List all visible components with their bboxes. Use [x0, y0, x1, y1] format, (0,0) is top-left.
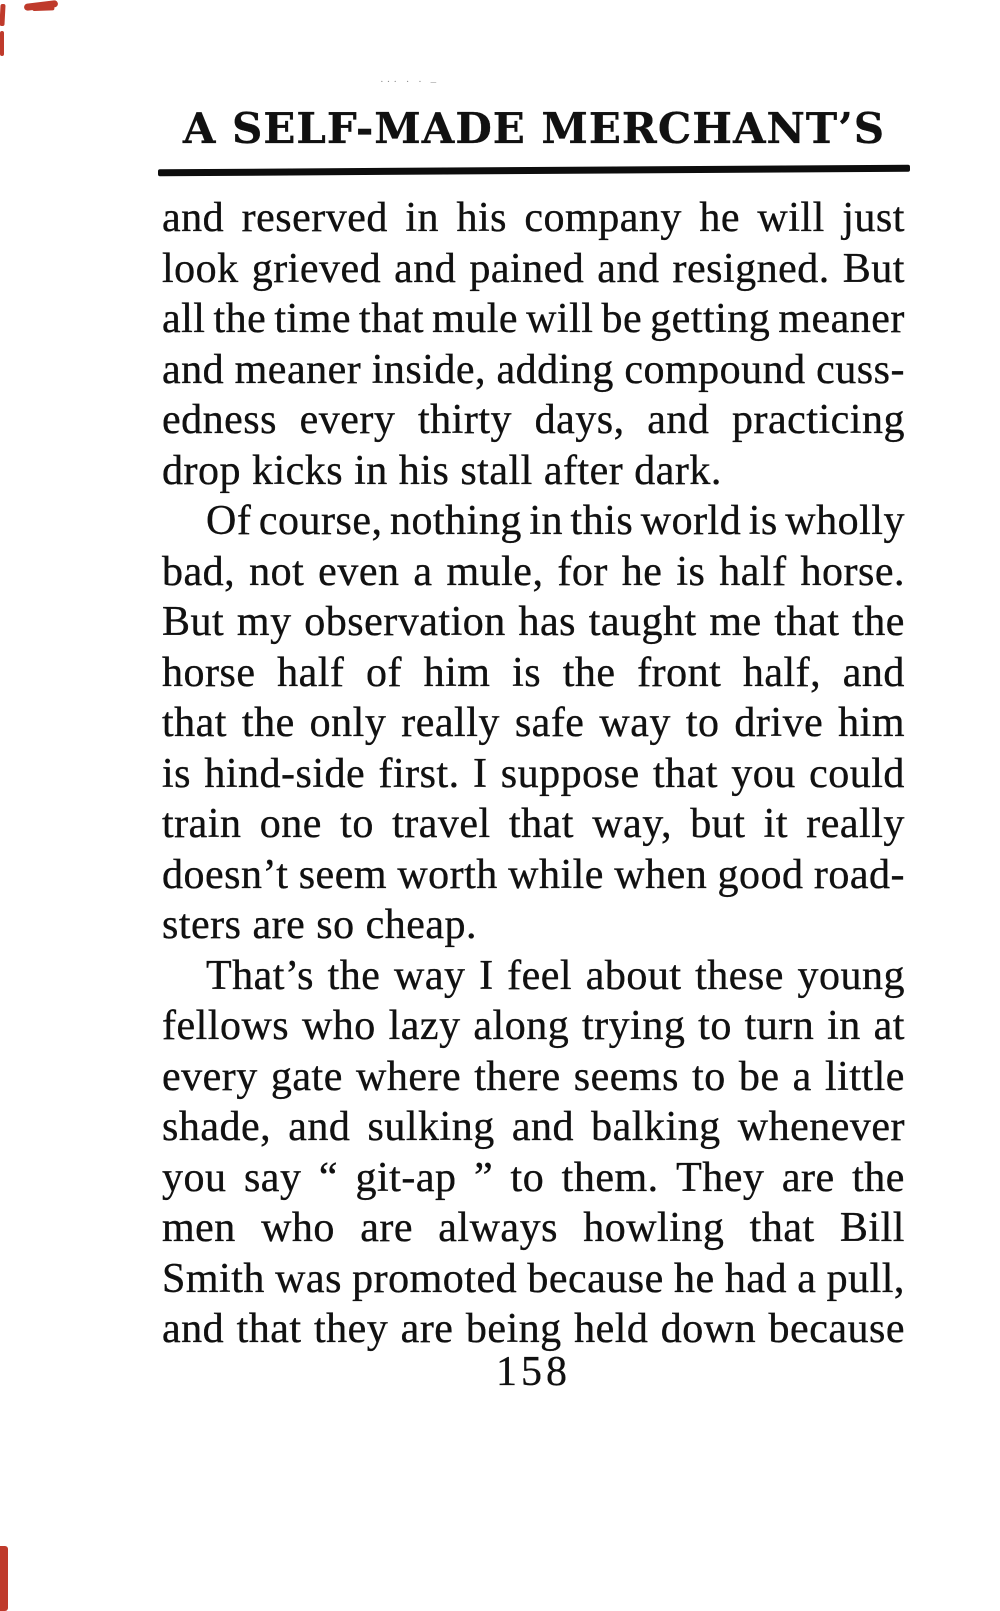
word: and	[597, 245, 660, 292]
word: being	[465, 1306, 562, 1352]
word: Bill	[839, 1205, 905, 1251]
scan-specks: ··· · · –	[380, 76, 440, 88]
word: he	[621, 548, 663, 595]
text-line	[162, 951, 905, 1002]
word: train	[162, 801, 242, 847]
word: drive	[734, 700, 824, 746]
word: because	[768, 1306, 905, 1352]
text-line	[162, 799, 905, 850]
text-line	[162, 1001, 905, 1052]
word: in	[827, 1003, 861, 1049]
word: gate	[270, 1053, 343, 1100]
text-line	[162, 395, 905, 446]
word: But	[842, 245, 905, 292]
word: world	[640, 498, 742, 544]
word: half	[719, 548, 787, 595]
word: way,	[592, 801, 672, 847]
word: balking	[591, 1104, 721, 1150]
text-line	[162, 850, 905, 901]
word: be	[601, 296, 643, 342]
word: horse	[162, 649, 256, 696]
word: I	[472, 750, 488, 797]
word: are	[360, 1205, 413, 1251]
word: that	[236, 1306, 302, 1352]
word: meaner	[778, 296, 905, 342]
word: for	[557, 548, 608, 595]
word: first.	[378, 750, 460, 797]
word: look	[162, 245, 239, 292]
word: the	[852, 1154, 905, 1201]
word: That’s	[206, 952, 314, 999]
word: to	[698, 1003, 732, 1049]
word: these	[695, 952, 784, 999]
word: practicing	[732, 397, 905, 443]
word: there	[474, 1053, 561, 1100]
word: road-	[813, 851, 905, 898]
word: about	[585, 952, 682, 999]
word: is	[512, 649, 542, 696]
word: will	[757, 195, 825, 241]
word: is	[676, 548, 706, 595]
text-line	[162, 1254, 905, 1305]
word: his	[456, 195, 507, 241]
word: resigned.	[672, 245, 830, 292]
word: good	[717, 851, 804, 898]
text-line	[162, 345, 905, 396]
word: front	[637, 649, 722, 696]
word: has	[518, 599, 576, 645]
word: nothing	[389, 498, 522, 544]
word: not	[249, 548, 305, 595]
page-number: 158	[496, 1349, 571, 1395]
word: They	[676, 1154, 765, 1201]
word: young	[797, 952, 905, 999]
word: that	[749, 1205, 815, 1251]
word: every	[162, 1053, 258, 1100]
word: is	[162, 750, 192, 797]
red-ink-mark-bottom	[0, 1546, 8, 1611]
word: and	[288, 1104, 351, 1150]
text-line	[162, 294, 905, 345]
word: while	[508, 851, 604, 898]
word: and	[647, 397, 710, 443]
text-line	[162, 1102, 905, 1153]
word: this	[570, 498, 634, 544]
word: are	[400, 1306, 454, 1352]
word: worth	[397, 851, 498, 898]
header-rule	[158, 165, 910, 177]
text-line	[162, 1203, 905, 1254]
word: one	[259, 801, 322, 847]
word: and	[162, 195, 225, 241]
word: adding	[496, 346, 614, 393]
word: But	[162, 599, 225, 645]
word: be	[738, 1053, 780, 1100]
word: along	[473, 1003, 570, 1049]
word: Smith	[162, 1255, 265, 1302]
word: taught	[588, 599, 697, 645]
word: travel	[392, 801, 491, 847]
text-line	[162, 1153, 905, 1204]
word: all	[162, 296, 206, 342]
word: wholly	[785, 498, 905, 544]
word: are	[781, 1154, 835, 1201]
word: mule	[432, 296, 519, 342]
word: compound	[624, 346, 806, 393]
word: because	[527, 1255, 664, 1302]
word: reserved	[241, 195, 388, 241]
word: course,	[258, 498, 383, 544]
text-line	[162, 597, 905, 648]
word: cuss-	[816, 346, 905, 393]
word: seem	[298, 851, 387, 898]
word: and	[162, 346, 225, 393]
word: you	[162, 1154, 227, 1201]
word: will	[526, 296, 594, 342]
word: feel	[507, 952, 573, 999]
word: the	[852, 599, 905, 645]
word: lazy	[388, 1003, 461, 1049]
word: where	[355, 1053, 462, 1100]
word: hind-side	[204, 750, 366, 797]
text-line	[162, 648, 905, 699]
text-line: drop kicks in his stall after dark.	[162, 447, 722, 494]
word: “	[318, 1154, 339, 1201]
word: observation	[304, 599, 506, 645]
word: in	[529, 498, 564, 544]
word: he	[699, 195, 740, 241]
word: seems	[573, 1053, 679, 1100]
word: to	[340, 801, 374, 847]
red-ink-mark-top	[24, 0, 59, 11]
word: at	[873, 1003, 905, 1049]
word: that	[162, 700, 227, 746]
word: horse.	[800, 548, 905, 595]
word: pull,	[826, 1255, 905, 1302]
word: really	[401, 700, 500, 746]
word: thirty	[418, 397, 513, 443]
word: him	[838, 700, 905, 746]
page-body-text	[162, 193, 905, 1355]
word: safe	[514, 700, 585, 746]
word: half,	[742, 649, 822, 696]
word: the	[213, 296, 267, 342]
word: even	[318, 548, 400, 595]
word: really	[806, 801, 905, 847]
word: that	[774, 599, 840, 645]
word: the	[241, 700, 295, 746]
word: and	[162, 1306, 225, 1352]
word: always	[438, 1205, 558, 1251]
word: men	[162, 1205, 236, 1251]
word: me	[709, 599, 762, 645]
word: the	[327, 952, 381, 999]
word: time	[274, 296, 352, 342]
word: he	[673, 1255, 715, 1302]
word: when	[614, 851, 708, 898]
word: trying	[582, 1003, 686, 1049]
word: fellows	[162, 1003, 290, 1049]
word: they	[313, 1306, 389, 1352]
word: edness	[162, 397, 277, 443]
word: had	[724, 1255, 787, 1302]
word: him	[423, 649, 491, 696]
word: promoted	[352, 1255, 518, 1302]
word: way	[393, 952, 466, 999]
word: a	[792, 1053, 812, 1100]
word: every	[299, 397, 396, 443]
text-line	[162, 496, 905, 547]
word: but	[690, 801, 746, 847]
red-edge-mark-upper	[0, 4, 6, 26]
word: a	[413, 548, 433, 595]
word: and	[394, 245, 457, 292]
word: of	[366, 649, 402, 696]
word: them.	[561, 1154, 659, 1201]
word: way	[599, 700, 671, 746]
word: mule,	[446, 548, 544, 595]
text-line	[162, 1052, 905, 1103]
word: half	[277, 649, 345, 696]
red-edge-mark-lower	[0, 31, 4, 56]
word: Of	[206, 498, 252, 544]
word: inside,	[371, 346, 487, 393]
word: who	[261, 1205, 335, 1251]
text-line	[162, 698, 905, 749]
word: that	[359, 296, 425, 342]
word: and	[842, 649, 905, 696]
word: is	[748, 498, 778, 544]
word: down	[660, 1306, 757, 1352]
word: the	[562, 649, 616, 696]
word: and	[511, 1104, 575, 1150]
word: you	[731, 750, 796, 797]
word: company	[524, 195, 682, 241]
word: my	[236, 599, 292, 645]
word: bad,	[162, 548, 236, 595]
word: grieved	[251, 245, 382, 292]
word: days,	[534, 397, 625, 443]
text-line	[162, 244, 905, 295]
word: held	[574, 1306, 649, 1352]
word: ”	[473, 1154, 494, 1201]
text-line	[162, 749, 905, 800]
word: pained	[469, 245, 585, 292]
text-line	[162, 547, 905, 598]
word: turn	[744, 1003, 815, 1049]
word: getting	[650, 296, 771, 342]
word: doesn’t	[162, 851, 289, 898]
word: git-ap	[355, 1154, 457, 1201]
running-header: A SELF-MADE MERCHANT’S	[182, 104, 886, 153]
word: shade,	[162, 1104, 272, 1150]
word: was	[275, 1255, 342, 1302]
text-line	[162, 193, 905, 244]
word: it	[763, 801, 789, 847]
word: in	[405, 195, 439, 241]
word: a	[797, 1255, 817, 1302]
word: whenever	[737, 1104, 905, 1150]
word: that	[652, 750, 718, 797]
word: to	[510, 1154, 545, 1201]
word: I	[479, 952, 494, 999]
word: only	[309, 700, 387, 746]
text-line	[162, 1304, 905, 1355]
word: just	[842, 195, 905, 241]
word: suppose	[500, 750, 640, 797]
word: could	[809, 750, 905, 797]
word: say	[243, 1154, 302, 1201]
word: to	[685, 700, 720, 746]
word: little	[824, 1053, 905, 1100]
text-line: sters are so cheap.	[162, 902, 478, 948]
word: who	[301, 1003, 376, 1049]
word: howling	[583, 1205, 725, 1251]
word: meaner	[234, 346, 362, 393]
word: to	[692, 1053, 726, 1100]
word: that	[508, 801, 574, 847]
word: sulking	[367, 1104, 495, 1150]
